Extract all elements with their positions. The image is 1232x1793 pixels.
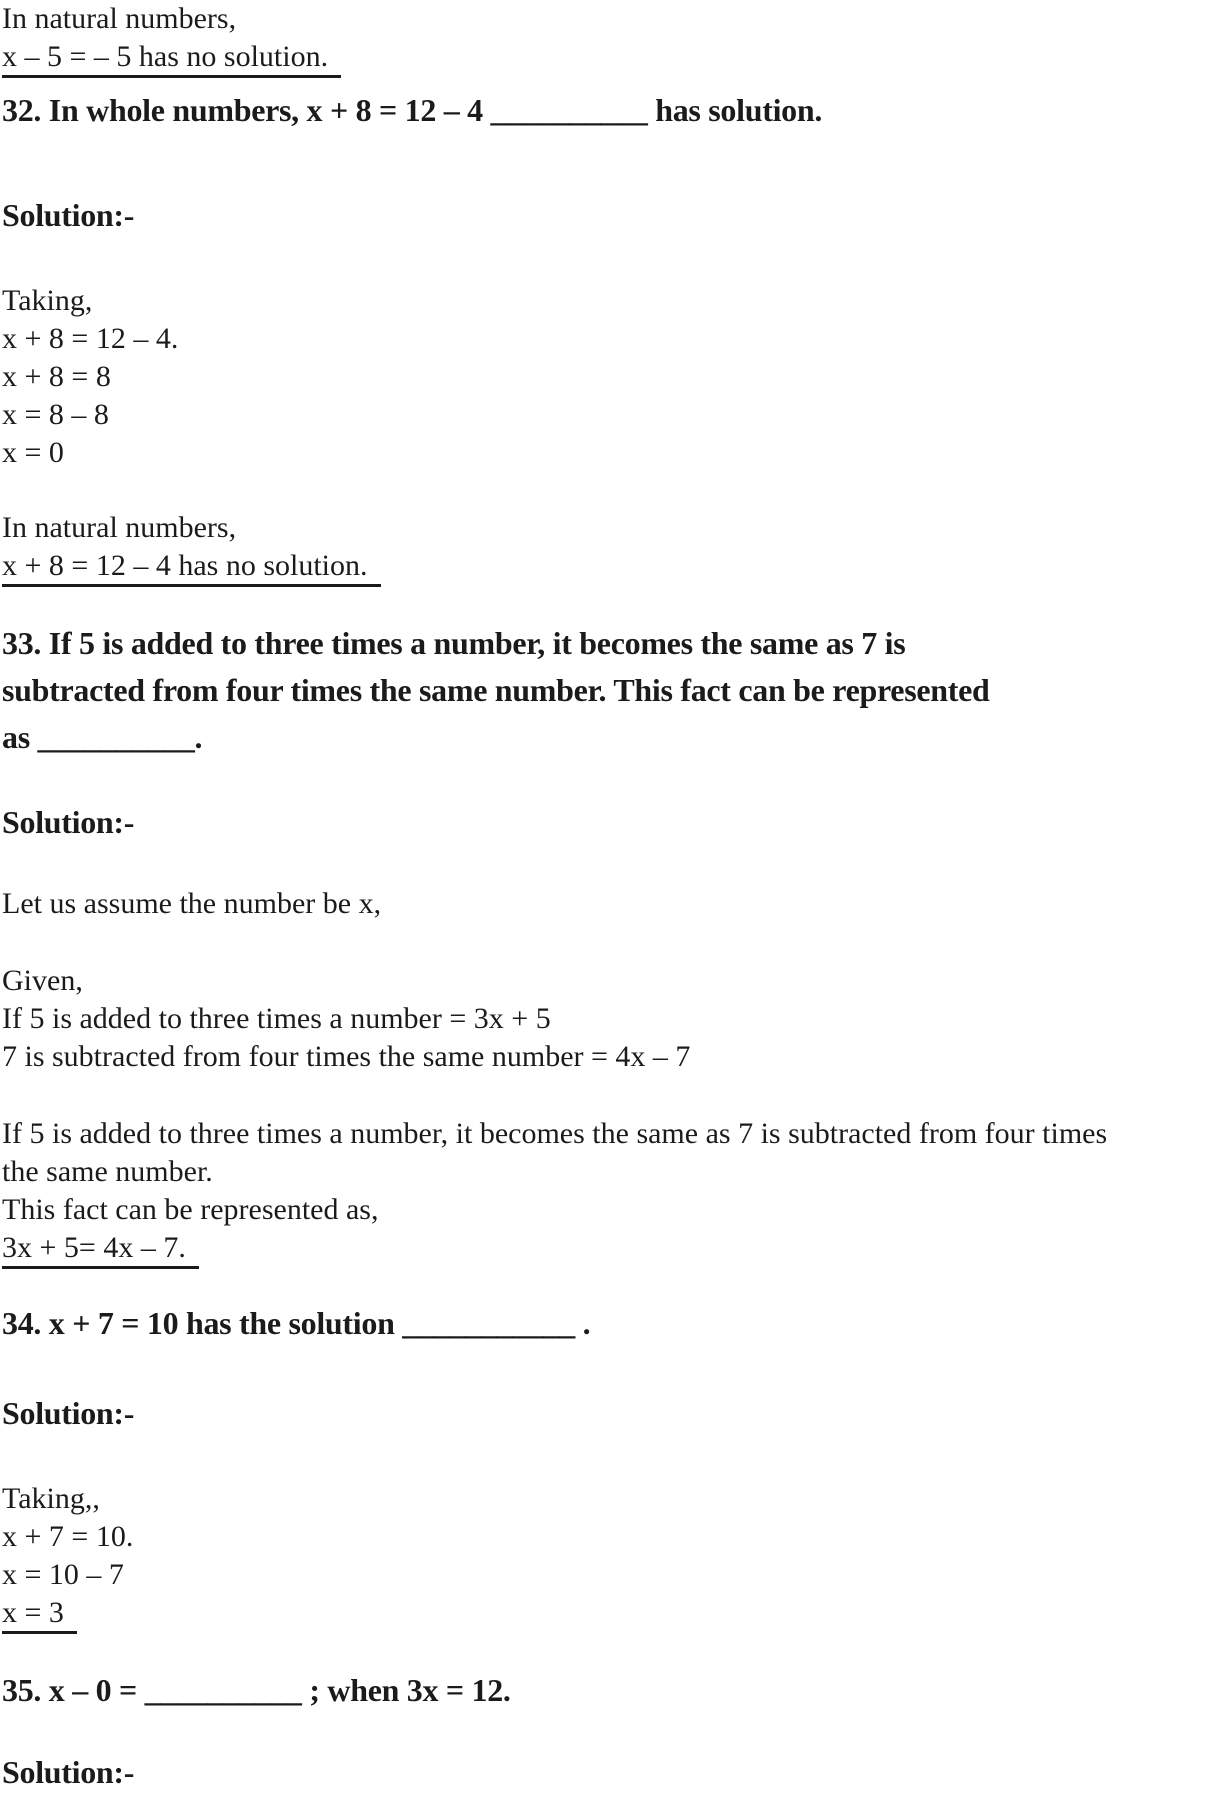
solution-label-35	[2, 1749, 1232, 1793]
text-line	[2, 1749, 1232, 1793]
text-line	[2, 1038, 1232, 1076]
text-content: x + 8 = 8	[2, 360, 111, 393]
result-line	[2, 1594, 1232, 1632]
conclusion-32	[2, 509, 1232, 585]
text-line	[2, 434, 1232, 472]
solution-steps-32	[2, 282, 1232, 472]
text-content: x + 8 = 12 – 4 has no solution.	[2, 549, 381, 587]
text-line	[2, 320, 1232, 358]
text-line	[2, 396, 1232, 434]
text-content: Taking,	[2, 284, 93, 317]
text-content: Solution:-	[2, 197, 135, 233]
text-content: 34. x + 7 = 10 has the solution ___________ .	[2, 1305, 591, 1341]
text-line	[2, 1480, 1232, 1518]
text-content: x = 10 – 7	[2, 1558, 124, 1591]
text-line	[2, 358, 1232, 396]
text-line	[2, 509, 1232, 547]
conclusion-33	[2, 1115, 1232, 1267]
text-content: x + 8 = 12 – 4.	[2, 322, 179, 355]
text-line	[2, 1390, 1232, 1437]
text-content: 3x + 5= 4x – 7.	[2, 1231, 199, 1269]
text-content: If 5 is added to three times a number, it becomes the same as 7 is subtracted from four times	[2, 1117, 1108, 1150]
text-line	[2, 1518, 1232, 1556]
result-line	[2, 547, 1232, 585]
question-32-heading	[2, 87, 1232, 134]
text-line	[2, 1191, 1232, 1229]
text-content: 33. If 5 is added to three times a number, it becomes the same as 7 is	[2, 625, 906, 661]
text-content: 35. x – 0 = __________ ; when 3x = 12.	[2, 1672, 511, 1708]
text-line	[2, 962, 1232, 1000]
text-line	[2, 1000, 1232, 1038]
text-line	[2, 667, 1232, 714]
text-content: Solution:-	[2, 804, 135, 840]
text-content: subtracted from four times the same number. This fact can be represented	[2, 672, 990, 708]
text-content: 7 is subtracted from four times the same number = 4x – 7	[2, 1040, 691, 1073]
text-line	[2, 1153, 1232, 1191]
text-line	[2, 282, 1232, 320]
intro-conclusion-31	[2, 0, 1232, 76]
solution-label-34	[2, 1390, 1232, 1437]
text-content: x = 0	[2, 436, 64, 469]
given-equations-33	[2, 962, 1232, 1076]
solution-label-33	[2, 799, 1232, 846]
assumption-33	[2, 885, 1232, 923]
text-content: as __________.	[2, 719, 203, 755]
question-35-heading	[2, 1667, 1232, 1714]
solution-label-32	[2, 192, 1232, 239]
text-content: In natural numbers,	[2, 511, 237, 544]
text-content: x = 3	[2, 1596, 77, 1634]
question-33-heading	[2, 620, 1232, 761]
text-content: x + 7 = 10.	[2, 1520, 134, 1553]
text-content: Let us assume the number be x,	[2, 887, 382, 920]
text-line	[2, 1556, 1232, 1594]
text-content: Taking,,	[2, 1482, 100, 1515]
text-content: the same number.	[2, 1155, 213, 1188]
text-line	[2, 192, 1232, 239]
solution-steps-34	[2, 1480, 1232, 1632]
text-content: In natural numbers,	[2, 2, 237, 35]
text-line	[2, 87, 1232, 134]
text-content: If 5 is added to three times a number = 3x + 5	[2, 1002, 551, 1035]
text-line	[2, 1667, 1232, 1714]
text-content: Given,	[2, 964, 83, 997]
text-content: x = 8 – 8	[2, 398, 109, 431]
text-line	[2, 885, 1232, 923]
text-content: x – 5 = – 5 has no solution.	[2, 40, 341, 78]
text-content: This fact can be represented as,	[2, 1193, 379, 1226]
text-line	[2, 1300, 1232, 1347]
text-line	[2, 620, 1232, 667]
text-line	[2, 799, 1232, 846]
result-line	[2, 38, 1232, 76]
result-line	[2, 1229, 1232, 1267]
text-line	[2, 714, 1232, 761]
text-line	[2, 0, 1232, 38]
text-line	[2, 1115, 1232, 1153]
text-content: Solution:-	[2, 1754, 135, 1790]
text-content: Solution:-	[2, 1395, 135, 1431]
question-34-heading	[2, 1300, 1232, 1347]
text-content: 32. In whole numbers, x + 8 = 12 – 4 __________ has solution.	[2, 92, 823, 128]
